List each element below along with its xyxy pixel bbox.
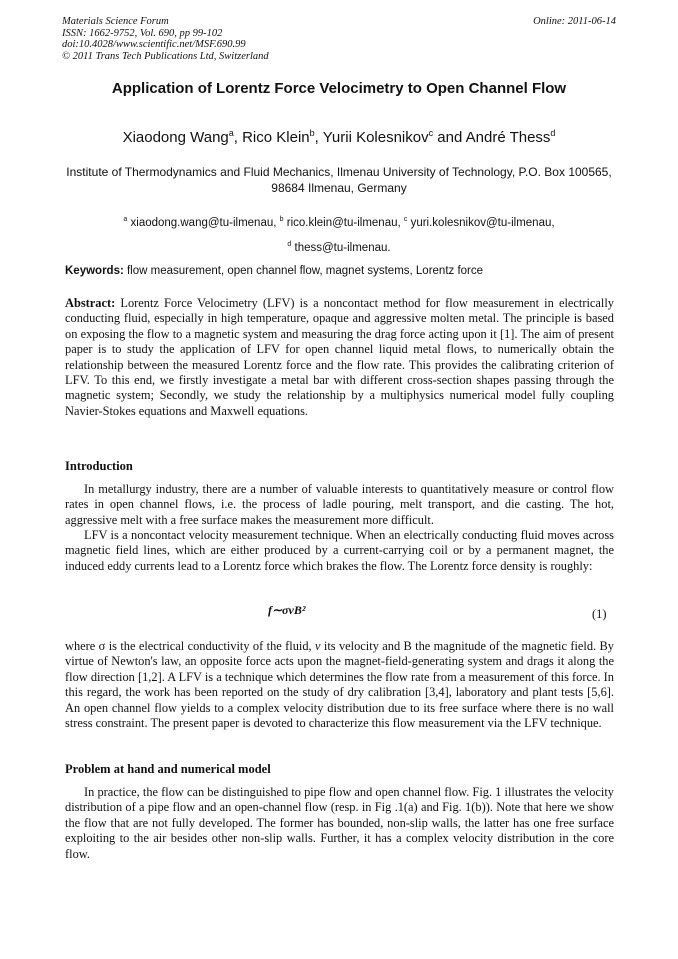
author-affil-mark: b xyxy=(309,128,315,138)
email-address: yuri.kolesnikov@tu-ilmenau, xyxy=(407,216,555,229)
paper-title: Application of Lorentz Force Velocimetry to Open Channel Flow xyxy=(111,80,567,97)
author-emails xyxy=(62,209,616,259)
keywords-text: flow measurement, open channel flow, magnet systems, Lorentz force xyxy=(123,265,484,277)
equation: f∼σvB² xyxy=(268,603,306,617)
intro-paragraph-3 xyxy=(65,639,614,731)
email-mark: a xyxy=(123,216,128,223)
intro-paragraph-1: In metallurgy industry, there are a number of valuable interests to quantitatively measure or control flow rates in open channel flows, i.e. the process of ladle pouring, melt transport, and die casting. The hot, aggressive melt with a free surface makes the measurement more difficult. xyxy=(65,482,614,527)
velocity-symbol: v xyxy=(315,639,321,653)
author-name: , Yurii Kolesnikov xyxy=(314,129,429,146)
abstract-text: Lorentz Force Velocimetry (LFV) is a noncontact method for flow measurement in electrically conducting fluid, especially in high temperature, opaque and aggressive molten metal. The principle is based on exposing the flow to a magnetic system and measuring the drag force acting upon it [1]. The aim of present paper is to study the application of LFV for open channel liquid metal flows, to numerically obtain the relationship between the measured Lorentz force and the flow rate. This provides the calibrating criterion of LFV. To this end, we firstly investigate a metal bar with different cross-section shapes passing through the magnetic system; Secondly, we study the relationship by a multiphysics numerical model fully coupling Navier-Stokes equations and Maxwell equations. xyxy=(65,296,614,418)
journal-issn: ISSN: 1662-9752, Vol. 690, pp 99-102 xyxy=(62,27,223,39)
author-name: Xiaodong Wang xyxy=(122,129,229,146)
intro-paragraph-3-part-a: where σ is the electrical conductivity of the fluid, xyxy=(65,639,316,653)
online-date: Online: 2011-06-14 xyxy=(533,16,616,27)
affiliation: Institute of Thermodynamics and Fluid Mechanics, Ilmenau University of Technology, P.O. Box 100565, 98684 Ilmenau, Germany xyxy=(66,165,612,195)
journal-doi: doi:10.4028/www.scientific.net/MSF.690.99 xyxy=(62,39,246,50)
email-mark: c xyxy=(403,216,408,223)
author-list xyxy=(62,128,616,146)
keywords xyxy=(65,265,616,277)
email-mark: d xyxy=(287,240,292,248)
abstract-label: Abstract: xyxy=(65,296,116,310)
keywords-label: Keywords: xyxy=(65,265,124,277)
intro-paragraph-3-part-b: its velocity and B the magnitude of the magnetic field. By virtue of Newton's law, an opposite force acts upon the magnet-field-generating system and drags it along the flow direction [1,2]. A LFV is a technique which determines the flow rate from a measurement of this force. In this regard, the work has been reported on the study of dry calibration [3,4], laboratory and plant tests [5,6]. An open channel flow yields to a complex velocity distribution due to its free surface where there is no wall stress constraint. The present paper is devoted to characterize this flow measurement via the LFV technique. xyxy=(65,639,614,731)
author-affil-mark: c xyxy=(428,128,434,138)
section-heading-introduction: Introduction xyxy=(65,459,133,473)
email-mark: b xyxy=(279,216,284,223)
journal-name: Materials Science Forum xyxy=(62,16,169,27)
email-address: rico.klein@tu-ilmenau, xyxy=(283,216,404,229)
problem-paragraph-1: In practice, the flow can be distinguished to pipe flow and open channel flow. Fig. 1 illustrates the velocity distribution of a pipe flow and an open-channel flow (resp. in Fig .1(a) and Fig. 1(b)). Note that here we show the flow that are not fully developed. The former has bounded, non-slip walls, the latter has one free surface exploiting to the air besides other non-slip walls. Further, it has a complex velocity distribution in the core flow. xyxy=(65,785,614,861)
email-address: thess@tu-ilmenau. xyxy=(291,241,391,254)
equation-number: (1) xyxy=(592,607,607,621)
journal-header xyxy=(62,16,616,62)
intro-paragraph-2: LFV is a noncontact velocity measurement technique. When an electrically conducting fluid moves across magnetic field lines, which are either produced by a current-carrying coil or by a permanent magnet, the induced eddy currents lead to a Lorentz force which brakes the flow. The Lorentz force density is roughly: xyxy=(65,528,614,573)
author-affil-mark: a xyxy=(228,128,234,138)
abstract xyxy=(65,296,614,419)
section-heading-problem: Problem at hand and numerical model xyxy=(65,762,271,776)
author-affil-mark: d xyxy=(550,128,556,138)
author-name: , Rico Klein xyxy=(233,129,310,146)
journal-copyright: © 2011 Trans Tech Publications Ltd, Switzerland xyxy=(62,50,269,62)
email-address: xiaodong.wang@tu-ilmenau, xyxy=(127,216,280,229)
author-name: and André Thess xyxy=(433,129,551,146)
